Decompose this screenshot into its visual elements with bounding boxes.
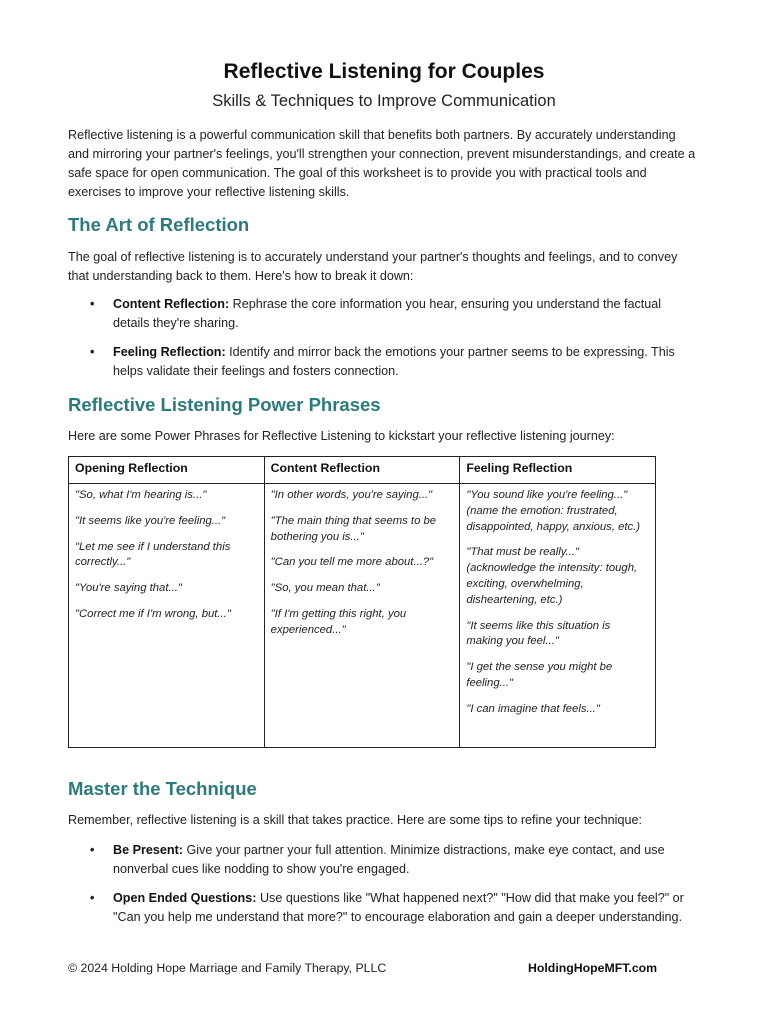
opening-reflection-cell <box>69 484 265 748</box>
bullet-text <box>113 889 693 927</box>
bullet-text <box>113 343 693 381</box>
phrase-item: "I can imagine that feels..." <box>466 702 600 715</box>
phrase-item: "So, what I'm hearing is..." <box>75 489 207 501</box>
phrase-item: "You're saying that..." <box>75 582 182 595</box>
phrase-item: "Correct me if I'm wrong, but..." <box>75 607 231 620</box>
bullet-label: Be Present: <box>113 843 183 857</box>
bullet-dot: • <box>90 345 95 359</box>
phrase-item: "You sound like you're feeling..." (name the emotion: frustrated, disappointed, happy, anxious, etc.) <box>466 489 641 533</box>
phrase-item: "Let me see if I understand this correctly..." <box>75 540 231 569</box>
art-of-reflection-heading: The Art of Reflection <box>68 214 250 235</box>
bullet-body: Identify and mirror back the emotions your partner seems to be expressing. This helps validate their feelings and fosters connection. <box>113 345 675 378</box>
bullet-body: Give your partner your full attention. Minimize distractions, make eye contact, and use nonverbal cues like nodding to show you're engaged. <box>113 843 665 876</box>
feeling-reflection-cell <box>460 484 656 748</box>
document-subtitle: Skills & Techniques to Improve Communication <box>212 92 556 110</box>
table-row <box>69 484 656 748</box>
master-intro-paragraph: Remember, reflective listening is a skill that takes practice. Here are some tips to refine your technique: <box>68 813 642 827</box>
power-phrases-intro: Here are some Power Phrases for Reflective Listening to kickstart your reflective listening journey: <box>68 429 615 443</box>
bullet-label: Feeling Reflection: <box>113 345 226 359</box>
document-title: Reflective Listening for Couples <box>223 60 545 83</box>
bullet-label: Open Ended Questions: <box>113 891 257 905</box>
phrase-item: "It seems like you're feeling..." <box>75 514 226 527</box>
art-intro-paragraph: The goal of reflective listening is to accurately understand your partner's thoughts and feelings, and to convey that understanding back to them. Here's how to break it down: <box>68 250 678 283</box>
master-technique-heading: Master the Technique <box>68 778 257 799</box>
phrase-item: "I get the sense you might be feeling..." <box>466 661 613 689</box>
bullet-dot: • <box>90 891 95 905</box>
phrase-item: "It seems like this situation is making you feel..." <box>466 619 611 648</box>
phrase-item: "If I'm getting this right, you experienced..." <box>270 607 407 636</box>
table-header-row <box>69 457 656 484</box>
phrase-item: "In other words, you're saying..." <box>270 489 433 501</box>
phrase-item: "So, you mean that..." <box>270 582 380 595</box>
phrase-item: "The main thing that seems to be bothering you is..." <box>270 514 437 543</box>
phrase-item: "Can you tell me more about...?" <box>270 556 434 569</box>
column-header-content: Content Reflection <box>264 457 460 484</box>
footer-copyright: © 2024 Holding Hope Marriage and Family Therapy, PLLC <box>68 961 387 975</box>
bullet-body: Use questions like "What happened next?" "How did that make you feel?" or "Can you help me understand that more?" to encourage elaboration and gain a deeper understanding. <box>113 891 684 924</box>
content-reflection-cell <box>264 484 460 748</box>
column-header-feeling: Feeling Reflection <box>460 457 656 484</box>
bullet-dot: • <box>90 297 95 311</box>
bullet-label: Content Reflection: <box>113 297 230 311</box>
bullet-body: Rephrase the core information you hear, ensuring you understand the factual details they're sharing. <box>113 297 662 330</box>
bullet-text <box>113 295 693 333</box>
footer-website: HoldingHopeMFT.com <box>528 961 658 975</box>
intro-paragraph: Reflective listening is a powerful communication skill that benefits both partners. By accurately understanding and mirroring your partner's feelings, you'll strengthen your connection, prevent misunderstandings, and create a safe space for open communication. The goal of this worksheet is to provide you with practical tools and exercises to improve your reflective listening skills. <box>68 128 696 199</box>
column-header-opening: Opening Reflection <box>69 457 265 484</box>
power-phrases-table <box>68 456 656 748</box>
phrase-item: "That must be really..." (acknowledge the intensity: tough, exciting, overwhelming, disheartening, etc.) <box>466 546 638 606</box>
bullet-text <box>113 841 693 879</box>
bullet-dot: • <box>90 843 95 857</box>
power-phrases-heading: Reflective Listening Power Phrases <box>68 394 381 415</box>
